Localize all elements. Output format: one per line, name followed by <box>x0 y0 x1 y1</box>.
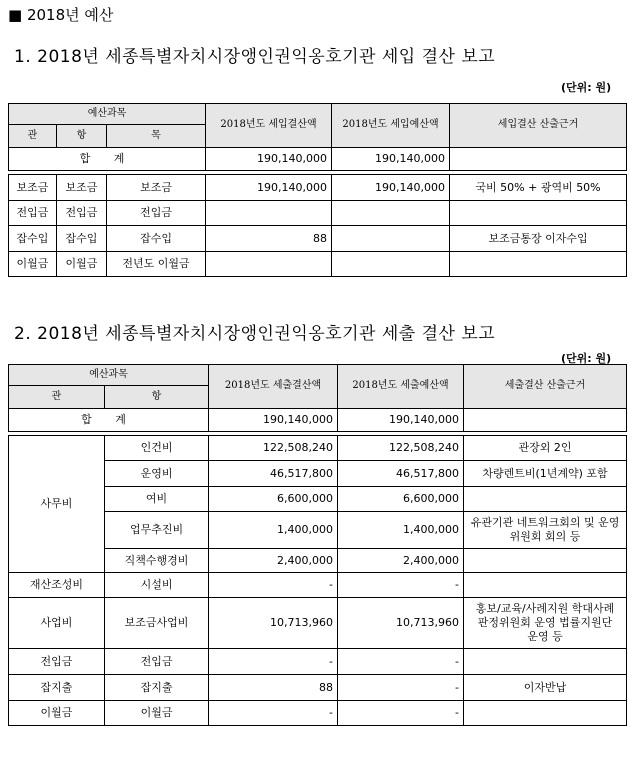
table-row <box>9 175 627 201</box>
cell-budget <box>332 252 450 277</box>
cell-gwan: 이월금 <box>9 701 105 726</box>
header-budget-subject: 예산과목 <box>9 104 206 125</box>
header-calculation-basis: 세출결산 산출근거 <box>464 365 627 409</box>
cell-gwan: 잡지출 <box>9 675 105 701</box>
cell-basis <box>464 549 627 573</box>
header-settlement-amount: 2018년도 세출결산액 <box>209 365 338 409</box>
header-budget-subject: 예산과목 <box>9 365 209 386</box>
cell-result: 2,400,000 <box>209 549 338 573</box>
cell-result: 10,713,960 <box>209 598 338 649</box>
cell-hang: 직책수행경비 <box>105 549 209 573</box>
cell-basis: 유관기관 네트워크회의 및 운영위원회 회의 등 <box>464 512 627 549</box>
cell-budget: 190,140,000 <box>332 175 450 201</box>
cell-budget: 122,508,240 <box>338 436 464 461</box>
cell-hang: 여비 <box>105 487 209 512</box>
cell-budget: - <box>338 701 464 726</box>
cell-gwan: 이월금 <box>9 252 57 277</box>
header-gwan: 관 <box>9 386 105 409</box>
total-row <box>9 148 627 171</box>
cell-basis <box>464 573 627 598</box>
cell-result: 1,400,000 <box>209 512 338 549</box>
total-label: 합 계 <box>9 148 206 171</box>
cell-mok: 전년도 이월금 <box>107 252 206 277</box>
cell-hang: 전입금 <box>57 201 107 226</box>
cell-gwan: 잡수입 <box>9 226 57 252</box>
cell-budget: - <box>338 675 464 701</box>
cell-budget: 6,600,000 <box>338 487 464 512</box>
cell-basis <box>464 649 627 675</box>
cell-hang: 보조금 <box>57 175 107 201</box>
expenditure-unit-label: (단위: 원) <box>561 352 612 365</box>
cell-mok: 보조금 <box>107 175 206 201</box>
revenue-unit-label: (단위: 원) <box>561 81 612 94</box>
cell-result: 88 <box>206 226 332 252</box>
cell-hang: 보조금사업비 <box>105 598 209 649</box>
cell-result: - <box>209 701 338 726</box>
cell-result: 190,140,000 <box>206 175 332 201</box>
cell-budget <box>332 226 450 252</box>
cell-hang: 잡수입 <box>57 226 107 252</box>
cell-gwan-samu: 사무비 <box>9 436 105 573</box>
cell-result: - <box>209 573 338 598</box>
cell-result: 88 <box>209 675 338 701</box>
table-row <box>9 201 627 226</box>
cell-basis: 이자반납 <box>464 675 627 701</box>
page-header: ■ 2018년 예산 <box>8 6 114 24</box>
header-budget-amount: 2018년도 세입예산액 <box>332 104 450 148</box>
cell-basis: 국비 50% + 광역비 50% <box>450 175 627 201</box>
cell-budget: 1,400,000 <box>338 512 464 549</box>
cell-budget: 2,400,000 <box>338 549 464 573</box>
cell-gwan: 전입금 <box>9 649 105 675</box>
cell-basis: 관장외 2인 <box>464 436 627 461</box>
revenue-section-title: 1. 2018년 세종특별자치시장앵인권익옹호기관 세입 결산 보고 <box>14 47 496 67</box>
cell-hang: 이월금 <box>105 701 209 726</box>
total-result: 190,140,000 <box>206 148 332 171</box>
table-row <box>9 701 627 726</box>
total-basis <box>450 148 627 171</box>
table-row <box>9 252 627 277</box>
cell-budget: - <box>338 649 464 675</box>
expenditure-table <box>8 364 627 726</box>
cell-gwan: 사업비 <box>9 598 105 649</box>
total-row <box>9 409 627 432</box>
cell-gwan: 보조금 <box>9 175 57 201</box>
cell-basis <box>450 252 627 277</box>
header-budget-amount: 2018년도 세출예산액 <box>338 365 464 409</box>
cell-budget: 10,713,960 <box>338 598 464 649</box>
cell-gwan: 전입금 <box>9 201 57 226</box>
cell-basis: 차량렌트비(1년계약) 포함 <box>464 461 627 487</box>
table-row <box>9 226 627 252</box>
cell-basis: 홍보/교육/사례지원 학대사례판정위원회 운영 법률지원단 운영 등 <box>464 598 627 649</box>
cell-result: - <box>209 649 338 675</box>
cell-mok: 잡수입 <box>107 226 206 252</box>
total-label: 합 계 <box>9 409 209 432</box>
cell-basis: 보조금통장 이자수입 <box>450 226 627 252</box>
header-settlement-amount: 2018년도 세입결산액 <box>206 104 332 148</box>
header-calculation-basis: 세입결산 산출근거 <box>450 104 627 148</box>
header-mok: 목 <box>107 125 206 148</box>
cell-hang: 시설비 <box>105 573 209 598</box>
header-hang: 항 <box>105 386 209 409</box>
cell-result <box>206 252 332 277</box>
cell-budget: 46,517,800 <box>338 461 464 487</box>
expenditure-section-title: 2. 2018년 세종특별자치시장앵인권익옹호기관 세출 결산 보고 <box>14 324 496 344</box>
table-row <box>9 436 627 461</box>
header-hang: 항 <box>57 125 107 148</box>
cell-budget <box>332 201 450 226</box>
cell-result <box>206 201 332 226</box>
header-gwan: 관 <box>9 125 57 148</box>
cell-basis <box>464 487 627 512</box>
cell-hang: 전입금 <box>105 649 209 675</box>
table-row <box>9 573 627 598</box>
cell-result: 46,517,800 <box>209 461 338 487</box>
cell-hang: 인건비 <box>105 436 209 461</box>
cell-hang: 이월금 <box>57 252 107 277</box>
cell-budget: - <box>338 573 464 598</box>
table-row <box>9 649 627 675</box>
cell-gwan: 재산조성비 <box>9 573 105 598</box>
total-basis <box>464 409 627 432</box>
table-row <box>9 675 627 701</box>
table-row <box>9 598 627 649</box>
total-budget: 190,140,000 <box>338 409 464 432</box>
cell-basis <box>450 201 627 226</box>
total-result: 190,140,000 <box>209 409 338 432</box>
cell-basis <box>464 701 627 726</box>
cell-mok: 전입금 <box>107 201 206 226</box>
revenue-table <box>8 103 627 277</box>
cell-hang: 잡지출 <box>105 675 209 701</box>
cell-hang: 운영비 <box>105 461 209 487</box>
cell-result: 6,600,000 <box>209 487 338 512</box>
cell-result: 122,508,240 <box>209 436 338 461</box>
cell-hang: 업무추진비 <box>105 512 209 549</box>
total-budget: 190,140,000 <box>332 148 450 171</box>
